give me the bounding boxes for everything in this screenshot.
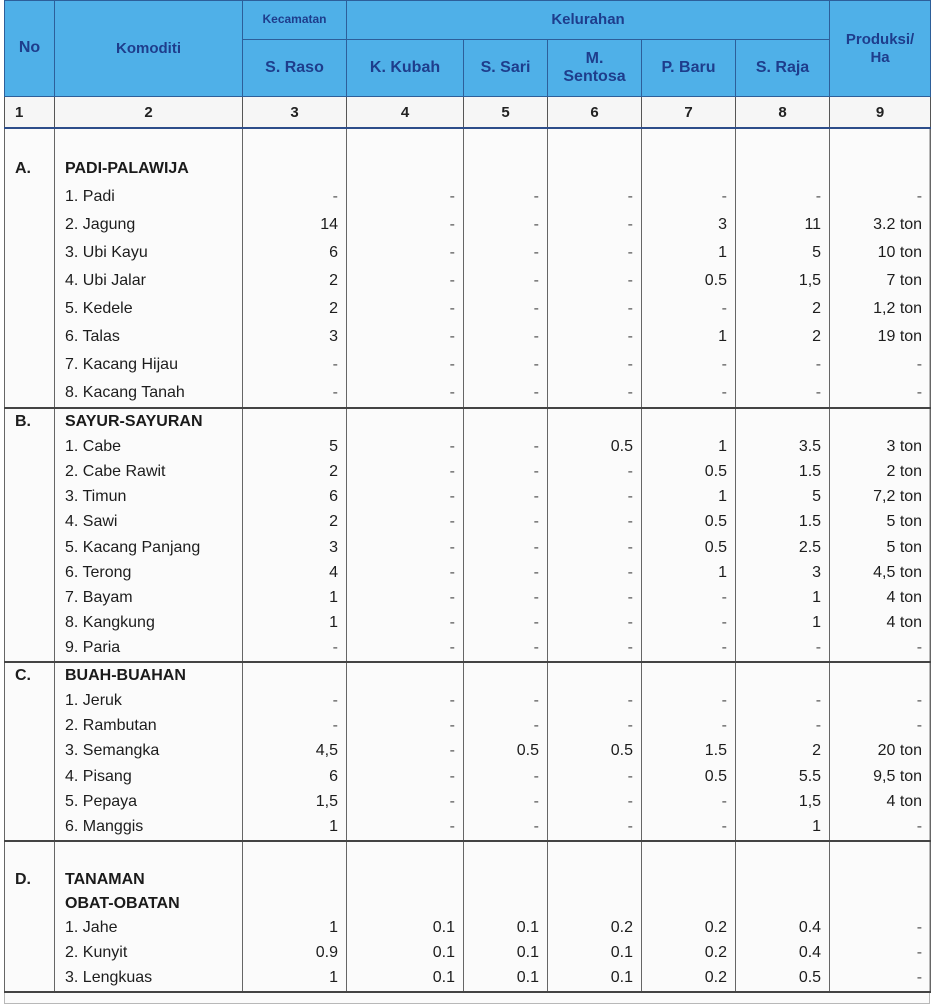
table-row <box>5 636 931 662</box>
commodity-table-sheet <box>4 0 930 1004</box>
cell-value: 0.1 <box>347 966 464 992</box>
cell-value: - <box>464 323 548 351</box>
cell-value: - <box>347 351 464 379</box>
cell-value: - <box>548 764 642 789</box>
cell-value: - <box>347 323 464 351</box>
cell-value: 5 ton <box>830 535 931 560</box>
cell-value: - <box>736 183 830 211</box>
cell-value: - <box>464 183 548 211</box>
table-row <box>5 379 931 408</box>
cell-value: - <box>464 560 548 585</box>
section-padi-palawija <box>5 128 931 408</box>
header-col-s-raso: S. Raso <box>243 40 347 97</box>
cell-value: - <box>243 183 347 211</box>
cell-value: 2 <box>736 323 830 351</box>
cell-value: - <box>464 351 548 379</box>
cell-value: - <box>548 323 642 351</box>
commodity-name: 4. Pisang <box>55 764 243 789</box>
cell-value: 2 <box>243 510 347 535</box>
section-title: TANAMAN <box>55 868 243 892</box>
section-title: SAYUR-SAYURAN <box>55 408 243 434</box>
column-number: 6 <box>548 97 642 129</box>
cell-value: - <box>347 815 464 841</box>
cell-value: 1,5 <box>736 789 830 814</box>
section-tanaman-obat <box>5 841 931 992</box>
header-col-s-raja: S. Raja <box>736 40 830 97</box>
cell-value: - <box>347 267 464 295</box>
table-row <box>5 351 931 379</box>
commodity-table <box>4 0 931 993</box>
header-kecamatan: Kecamatan <box>243 1 347 40</box>
cell-value: - <box>347 295 464 323</box>
cell-value: - <box>830 966 931 992</box>
cell-value: - <box>548 789 642 814</box>
commodity-name: 3. Timun <box>55 485 243 510</box>
section-title: BUAH-BUAHAN <box>55 662 243 688</box>
cell-value: - <box>347 211 464 239</box>
cell-value: - <box>830 351 931 379</box>
cell-value: - <box>464 611 548 636</box>
cell-value: - <box>347 535 464 560</box>
cell-value: 5.5 <box>736 764 830 789</box>
cell-value: 5 <box>736 239 830 267</box>
cell-value: - <box>464 789 548 814</box>
section-number: D. <box>5 868 55 892</box>
cell-value: 1,5 <box>736 267 830 295</box>
cell-value: 0.4 <box>736 941 830 966</box>
cell-value: 1 <box>243 585 347 610</box>
table-row <box>5 211 931 239</box>
cell-value: 0.1 <box>464 966 548 992</box>
table-row <box>5 535 931 560</box>
cell-value: - <box>243 379 347 408</box>
table-row <box>5 688 931 713</box>
cell-value: - <box>347 789 464 814</box>
cell-value: - <box>548 585 642 610</box>
table-row <box>5 916 931 941</box>
cell-value: 14 <box>243 211 347 239</box>
table-row <box>5 295 931 323</box>
cell-value: - <box>548 688 642 713</box>
cell-value: - <box>830 941 931 966</box>
table-row <box>5 713 931 738</box>
cell-value: 6 <box>243 764 347 789</box>
cell-value: 10 ton <box>830 239 931 267</box>
cell-value: - <box>830 815 931 841</box>
cell-value: 1 <box>642 239 736 267</box>
cell-value: 2 <box>243 459 347 484</box>
cell-value: - <box>464 267 548 295</box>
cell-value: - <box>464 713 548 738</box>
column-number: 2 <box>55 97 243 129</box>
cell-value: 0.1 <box>347 916 464 941</box>
cell-value: 1 <box>243 815 347 841</box>
cell-value: 0.5 <box>548 739 642 764</box>
table-row <box>5 585 931 610</box>
table-row <box>5 183 931 211</box>
cell-value: 3 <box>736 560 830 585</box>
cell-value: 1 <box>642 434 736 459</box>
cell-value: - <box>736 713 830 738</box>
cell-value: - <box>464 815 548 841</box>
cell-value: 2 <box>736 295 830 323</box>
cell-value: 2.5 <box>736 535 830 560</box>
cell-value: - <box>347 560 464 585</box>
cell-value: - <box>464 636 548 662</box>
cell-value: - <box>736 688 830 713</box>
section-number: A. <box>5 155 55 183</box>
header-komoditi: Komoditi <box>55 1 243 97</box>
cell-value: - <box>642 379 736 408</box>
cell-value: 2 <box>243 267 347 295</box>
cell-value: 0.1 <box>548 966 642 992</box>
cell-value: 0.4 <box>736 916 830 941</box>
table-header <box>5 1 931 97</box>
cell-value: - <box>347 239 464 267</box>
cell-value: 0.5 <box>736 966 830 992</box>
column-number: 9 <box>830 97 931 129</box>
cell-value: 1 <box>736 815 830 841</box>
column-number: 3 <box>243 97 347 129</box>
cell-value: - <box>464 239 548 267</box>
header-col-p-baru: P. Baru <box>642 40 736 97</box>
cell-value: 0.9 <box>243 941 347 966</box>
commodity-name: 7. Bayam <box>55 585 243 610</box>
cell-value: 0.5 <box>548 434 642 459</box>
table-row <box>5 239 931 267</box>
commodity-name: 2. Kunyit <box>55 941 243 966</box>
cell-value: 4 ton <box>830 789 931 814</box>
cell-value: - <box>736 636 830 662</box>
cell-value: - <box>347 636 464 662</box>
cell-value: 0.1 <box>464 916 548 941</box>
cell-value: - <box>347 379 464 408</box>
commodity-name: 3. Lengkuas <box>55 966 243 992</box>
cell-value: 0.2 <box>548 916 642 941</box>
cell-value: - <box>347 713 464 738</box>
table-row <box>5 510 931 535</box>
cell-value: - <box>642 815 736 841</box>
commodity-name: 1. Cabe <box>55 434 243 459</box>
cell-value: 19 ton <box>830 323 931 351</box>
header-no: No <box>5 1 55 97</box>
cell-value: 7,2 ton <box>830 485 931 510</box>
cell-value: - <box>243 713 347 738</box>
cell-value: - <box>548 510 642 535</box>
section-buah-buahan <box>5 662 931 841</box>
cell-value: - <box>464 211 548 239</box>
cell-value: 0.5 <box>642 267 736 295</box>
table-row <box>5 485 931 510</box>
cell-value: - <box>347 764 464 789</box>
cell-value: 2 ton <box>830 459 931 484</box>
cell-value: - <box>830 379 931 408</box>
cell-value: - <box>548 815 642 841</box>
table-row <box>5 560 931 585</box>
cell-value: - <box>548 560 642 585</box>
header-col-s-sari: S. Sari <box>464 40 548 97</box>
cell-value: - <box>548 211 642 239</box>
cell-value: - <box>548 713 642 738</box>
cell-value: 3 <box>243 535 347 560</box>
cell-value: 1.5 <box>736 459 830 484</box>
cell-value: - <box>347 585 464 610</box>
cell-value: - <box>830 183 931 211</box>
cell-value: 11 <box>736 211 830 239</box>
commodity-name: 4. Ubi Jalar <box>55 267 243 295</box>
cell-value: - <box>642 585 736 610</box>
cell-value: - <box>548 183 642 211</box>
cell-value: 1,5 <box>243 789 347 814</box>
cell-value: 4 ton <box>830 585 931 610</box>
cell-value: 0.5 <box>464 739 548 764</box>
cell-value: - <box>464 379 548 408</box>
cell-value: 0.2 <box>642 916 736 941</box>
commodity-name: 5. Kedele <box>55 295 243 323</box>
cell-value: - <box>347 434 464 459</box>
cell-value: - <box>548 239 642 267</box>
cell-value: - <box>548 459 642 484</box>
section-number: B. <box>5 408 55 434</box>
table-row <box>5 323 931 351</box>
commodity-name: 6. Terong <box>55 560 243 585</box>
cell-value: - <box>464 295 548 323</box>
commodity-name: 5. Kacang Panjang <box>55 535 243 560</box>
cell-value: 3 ton <box>830 434 931 459</box>
cell-value: - <box>548 535 642 560</box>
column-number-row <box>5 97 931 129</box>
table-row <box>5 966 931 992</box>
cell-value: - <box>642 636 736 662</box>
cell-value: 4,5 ton <box>830 560 931 585</box>
cell-value: 0.1 <box>347 941 464 966</box>
cell-value: 1 <box>243 916 347 941</box>
column-number: 5 <box>464 97 548 129</box>
cell-value: 0.2 <box>642 941 736 966</box>
cell-value: - <box>736 379 830 408</box>
cell-value: 0.1 <box>464 941 548 966</box>
cell-value: 4,5 <box>243 739 347 764</box>
cell-value: 1.5 <box>642 739 736 764</box>
commodity-name: 4. Sawi <box>55 510 243 535</box>
cell-value: - <box>347 183 464 211</box>
section-number: C. <box>5 662 55 688</box>
commodity-name: 6. Manggis <box>55 815 243 841</box>
cell-value: 1 <box>736 611 830 636</box>
cell-value: - <box>464 688 548 713</box>
cell-value: 1 <box>243 611 347 636</box>
commodity-name: 1. Jeruk <box>55 688 243 713</box>
cell-value: 1 <box>642 485 736 510</box>
commodity-name: 8. Kangkung <box>55 611 243 636</box>
cell-value: - <box>548 351 642 379</box>
cell-value: - <box>347 688 464 713</box>
cell-value: 1,2 ton <box>830 295 931 323</box>
commodity-name: 5. Pepaya <box>55 789 243 814</box>
column-number: 8 <box>736 97 830 129</box>
table-row <box>5 815 931 841</box>
cell-value: 3.5 <box>736 434 830 459</box>
table-row <box>5 611 931 636</box>
cell-value: 0.2 <box>642 966 736 992</box>
section-title-line-2: OBAT-OBATAN <box>55 892 243 916</box>
cell-value: - <box>347 510 464 535</box>
cell-value: 0.5 <box>642 535 736 560</box>
cell-value: 1 <box>736 585 830 610</box>
cell-value: 3 <box>642 211 736 239</box>
commodity-name: 6. Talas <box>55 323 243 351</box>
cell-value: 3.2 ton <box>830 211 931 239</box>
cell-value: - <box>642 295 736 323</box>
header-kelurahan: Kelurahan <box>347 1 830 40</box>
cell-value: - <box>642 351 736 379</box>
cell-value: - <box>347 485 464 510</box>
cell-value: - <box>548 485 642 510</box>
cell-value: - <box>548 636 642 662</box>
column-number: 1 <box>5 97 55 129</box>
table-row <box>5 739 931 764</box>
cell-value: 0.5 <box>642 459 736 484</box>
cell-value: - <box>243 351 347 379</box>
header-col-m-sentosa: M. Sentosa <box>548 40 642 97</box>
cell-value: 1.5 <box>736 510 830 535</box>
header-produksi: Produksi/ Ha <box>830 1 931 97</box>
cell-value: 5 ton <box>830 510 931 535</box>
table-row <box>5 459 931 484</box>
cell-value: 0.1 <box>548 941 642 966</box>
cell-value: - <box>464 459 548 484</box>
cell-value: - <box>548 611 642 636</box>
cell-value: - <box>642 688 736 713</box>
table-row <box>5 789 931 814</box>
commodity-name: 1. Jahe <box>55 916 243 941</box>
cell-value: 5 <box>243 434 347 459</box>
cell-value: 1 <box>642 323 736 351</box>
cell-value: - <box>464 585 548 610</box>
cell-value: - <box>464 485 548 510</box>
cell-value: 4 <box>243 560 347 585</box>
commodity-name: 7. Kacang Hijau <box>55 351 243 379</box>
cell-value: - <box>642 183 736 211</box>
cell-value: 5 <box>736 485 830 510</box>
cell-value: 2 <box>736 739 830 764</box>
commodity-name: 1. Padi <box>55 183 243 211</box>
cell-value: - <box>347 739 464 764</box>
cell-value: 3 <box>243 323 347 351</box>
header-col-k-kubah: K. Kubah <box>347 40 464 97</box>
cell-value: 6 <box>243 485 347 510</box>
cell-value: - <box>736 351 830 379</box>
cell-value: - <box>642 713 736 738</box>
cell-value: - <box>347 459 464 484</box>
cell-value: - <box>243 688 347 713</box>
cell-value: - <box>830 688 931 713</box>
cell-value: - <box>243 636 347 662</box>
commodity-name: 2. Cabe Rawit <box>55 459 243 484</box>
table-row <box>5 267 931 295</box>
cell-value: 0.5 <box>642 510 736 535</box>
commodity-name: 2. Jagung <box>55 211 243 239</box>
commodity-name: 8. Kacang Tanah <box>55 379 243 408</box>
column-number: 4 <box>347 97 464 129</box>
section-title: PADI-PALAWIJA <box>55 155 243 183</box>
cell-value: 1 <box>642 560 736 585</box>
cell-value: - <box>464 510 548 535</box>
cell-value: - <box>464 535 548 560</box>
cell-value: - <box>548 379 642 408</box>
cell-value: 0.5 <box>642 764 736 789</box>
table-row <box>5 764 931 789</box>
cell-value: 20 ton <box>830 739 931 764</box>
table-row <box>5 941 931 966</box>
cell-value: - <box>464 434 548 459</box>
cell-value: - <box>830 713 931 738</box>
cell-value: 6 <box>243 239 347 267</box>
cell-value: - <box>642 789 736 814</box>
cell-value: 2 <box>243 295 347 323</box>
cell-value: - <box>830 916 931 941</box>
cell-value: - <box>548 295 642 323</box>
column-number: 7 <box>642 97 736 129</box>
cell-value: - <box>347 611 464 636</box>
cell-value: 1 <box>243 966 347 992</box>
section-sayur-sayuran <box>5 408 931 662</box>
commodity-name: 3. Semangka <box>55 739 243 764</box>
cell-value: - <box>548 267 642 295</box>
cell-value: - <box>830 636 931 662</box>
commodity-name: 3. Ubi Kayu <box>55 239 243 267</box>
cell-value: 4 ton <box>830 611 931 636</box>
cell-value: - <box>464 764 548 789</box>
table-row <box>5 434 931 459</box>
commodity-name: 9. Paria <box>55 636 243 662</box>
cell-value: 7 ton <box>830 267 931 295</box>
commodity-name: 2. Rambutan <box>55 713 243 738</box>
cell-value: 9,5 ton <box>830 764 931 789</box>
cell-value: - <box>642 611 736 636</box>
